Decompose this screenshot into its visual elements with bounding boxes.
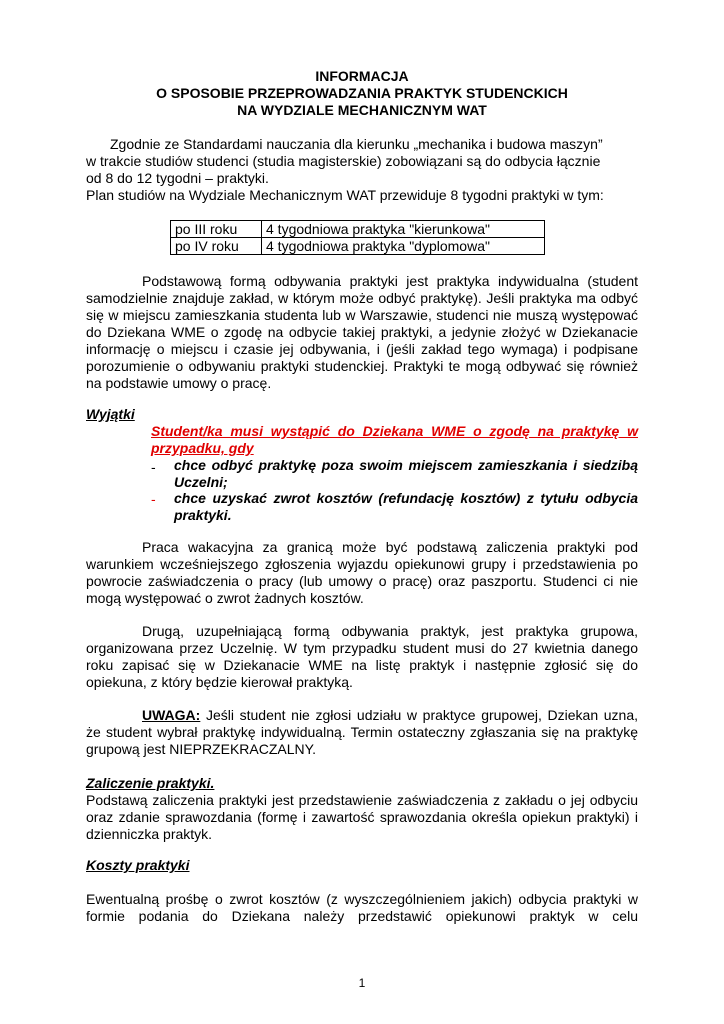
uwaga-text: Jeśli student nie zgłosi udziału w praktyce grupowej, Dziekan uzna, że student wybrał praktykę indywidualną. Termin ostateczny zgłaszania się na praktykę grupową jest NIEPRZEKRACZALNY.: [86, 707, 638, 757]
table-cell-year: po III roku: [171, 221, 262, 238]
dash-marker-red: -: [151, 491, 156, 507]
practice-plan-table: [170, 220, 545, 255]
bullet-item-1: chce odbyć praktykę poza swoim miejscem zamieszkania i siedzibą Uczelni;: [174, 457, 638, 490]
uwaga-label: UWAGA:: [142, 707, 201, 723]
title-line-1: INFORMACJA: [315, 68, 409, 84]
table-cell-desc: 4 tygodniowa praktyka "kierunkowa": [262, 221, 545, 238]
paragraph-grupowa: Drugą, uzupełniającą formą odbywania praktyk, jest praktyka grupowa, organizowana przez Uczelnię. W tym przypadku student musi do 27 kwietnia danego roku zapisać się w Dziekanacie WME na listę praktyk i następnie zgłosić się do opiekuna, z który będzie kierował praktyką.: [86, 623, 638, 690]
intro-line-3: od 8 do 12 tygodni – praktyki.: [86, 170, 269, 186]
warning-text: Student/ka musi wystąpić do Dziekana WME o zgodę na praktykę w przypadku, gdy: [151, 423, 638, 456]
table-cell-desc: 4 tygodniowa praktyka "dyplomowa": [262, 238, 545, 255]
table-row: [171, 238, 545, 255]
title-line-2: O SPOSOBIE PRZEPROWADZANIA PRAKTYK STUDENCKICH: [156, 85, 568, 101]
title-line-3: NA WYDZIALE MECHANICZNYM WAT: [237, 102, 487, 118]
bullet-item-2: chce uzyskać zwrot kosztów (refundację kosztów) z tytułu odbycia praktyki.: [174, 490, 638, 523]
intro-line-4: Plan studiów na Wydziale Mechanicznym WAT przewiduje 8 tygodni praktyki w tym:: [86, 187, 604, 203]
heading-wyjatki: Wyjątki: [86, 406, 135, 422]
paragraph-zaliczenie: Podstawą zaliczenia praktyki jest przedstawienie zaświadczenia z zakładu o jej odbyciu oraz zdanie sprawozdania (formę i zawartość sprawozdania określa opiekun praktyki) i dzienniczka praktyk.: [86, 792, 638, 842]
paragraph-koszty: Ewentualną prośbę o zwrot kosztów (z wyszczególnieniem jakich) odbycia praktyki w formie podania do Dziekana należy przedstawić opiekunowi praktyk w celu: [86, 891, 638, 924]
paragraph-wakacyjna: Praca wakacyjna za granicą może być podstawą zaliczenia praktyki pod warunkiem wcześniejszego zgłoszenia wyjazdu opiekunowi grupy i przedstawienia po powrocie zaświadczenia o pracy (lub umowy o pracę) oraz paszportu. Studenci ci nie mogą występować o zwrot żadnych kosztów.: [86, 539, 638, 606]
paragraph-forma: Podstawową formą odbywania praktyki jest praktyka indywidualna (student samodzielnie znajduje zakład, w którym może odbyć praktykę). Jeśli praktyka ma odbyć się w miejscu zamieszkania studenta lub w Warszawie, studenci nie muszą występować do Dziekana WME o zgodę na odbycie takiej praktyki, a jedynie złożyć w Dziekanacie informację o miejscu i czasie jej odbywania, i (jeśli zakład tego wymaga) i podpisane porozumienie o odbywaniu praktyki studenckiej. Praktyki te mogą odbywać się również na podstawie umowy o pracę.: [86, 273, 638, 391]
table-row: [171, 221, 545, 238]
intro-line-2: w trakcie studiów studenci (studia magisterskie) zobowiązani są do odbycia łącznie: [86, 153, 601, 169]
paragraph-uwaga: [86, 707, 638, 758]
table-cell-year: po IV roku: [171, 238, 262, 255]
page-number: 1: [358, 976, 366, 990]
intro-line-1: Zgodnie ze Standardami nauczania dla kierunku „mechanika i budowa maszyn”: [110, 136, 603, 152]
dash-marker: -: [151, 459, 156, 475]
heading-koszty: Koszty praktyki: [86, 857, 190, 873]
heading-zaliczenie: Zaliczenie praktyki.: [86, 775, 215, 791]
